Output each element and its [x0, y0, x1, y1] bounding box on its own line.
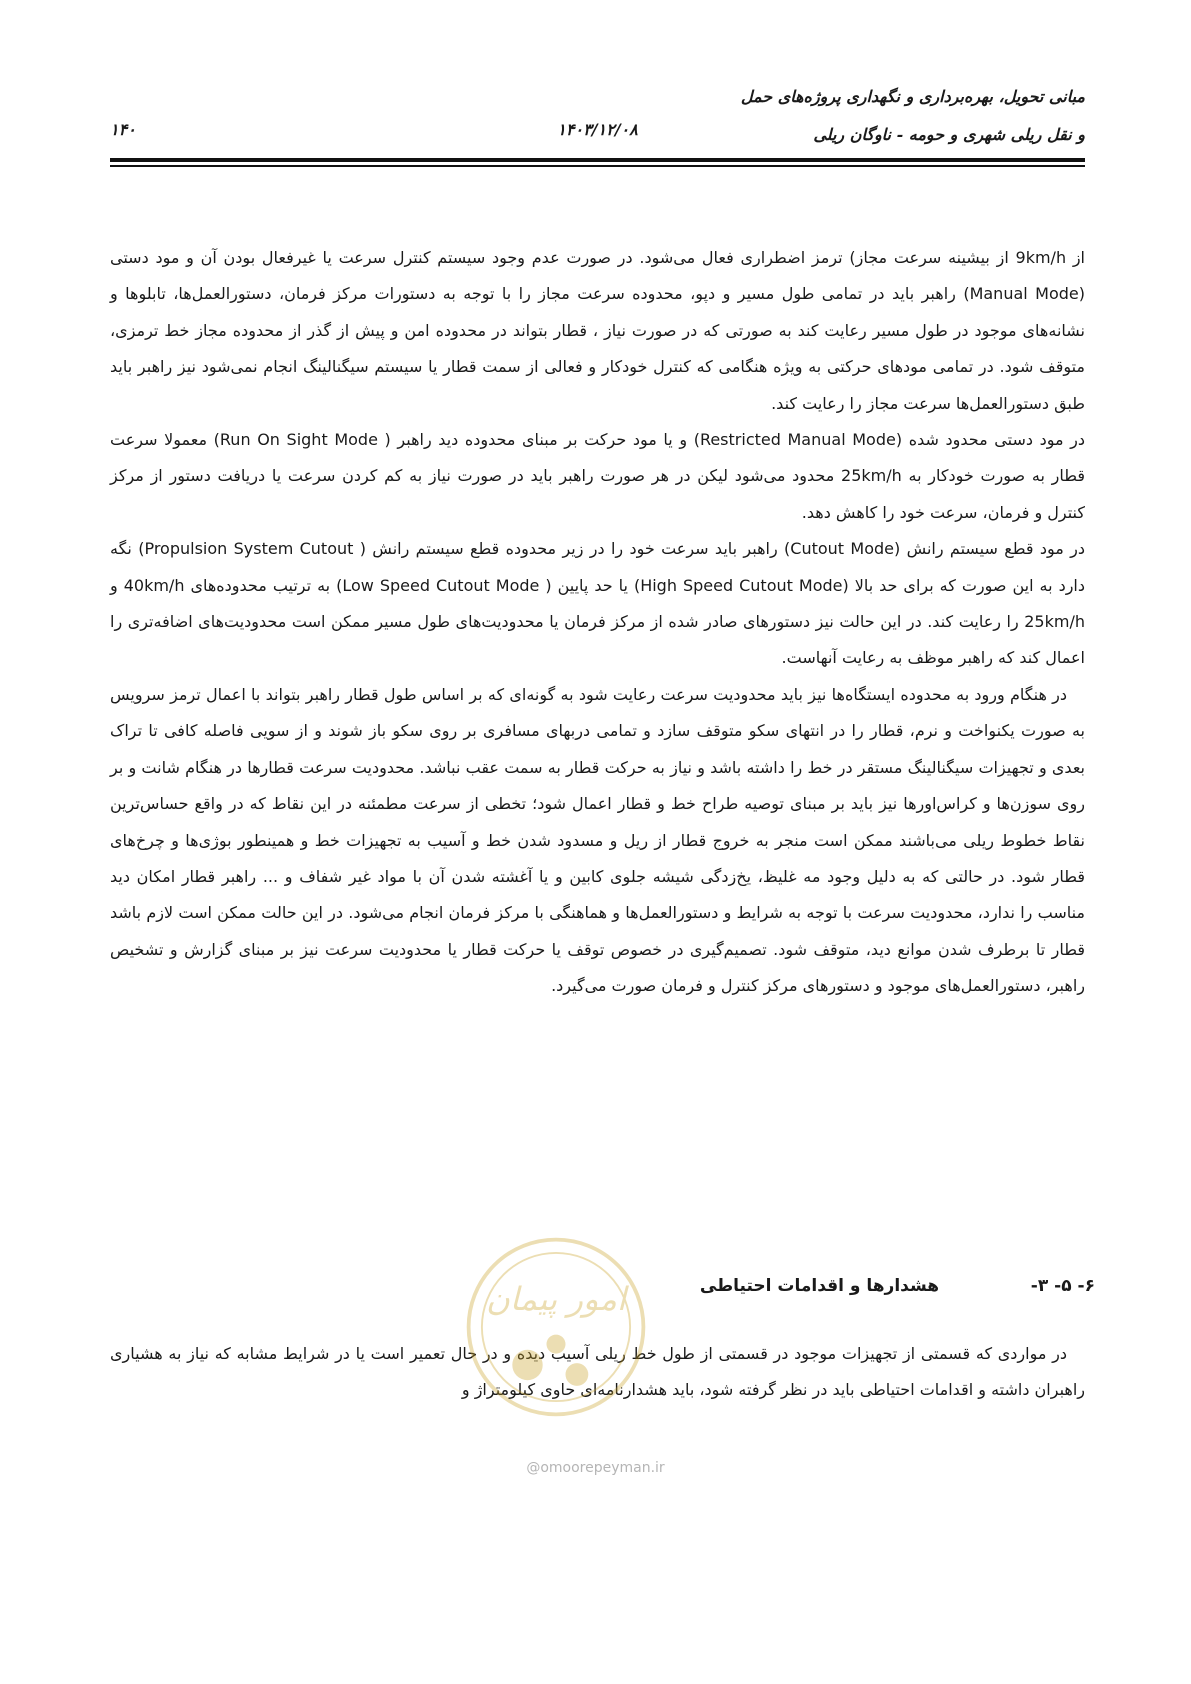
paragraph: در مود دستی محدود شده (Restricted Manual Mode) و یا مود حرکت بر مبنای محدوده دید راهبر ( Run On Sight Mode) معمولا سرعت قطار به صورت خودکار به 25km/h محدود می‌شود لیکن در هر صورت راهبر باید در صورت نیاز به کم کردن سرعت یا دریافت دستور از مرکز کنترل و فرمان، سرعت خود را کاهش دهد.: [110, 430, 1086, 522]
section-number: ۶- ۵- ۳-: [1030, 1276, 1095, 1296]
paragraph: در هنگام ورود به محدوده ایستگاه‌ها نیز باید محدودیت سرعت رعایت شود به گونه‌ای که بر اساس طول قطار راهبر بتواند با اعمال ترمز سرویس به صورت یکنواخت و نرم، قطار را در انتهای سکو متوقف سازد و تمامی دربهای مسافری بر روی سکو باز شوند و از سویی فاصله کافی تا تراک بعدی و تجهیزات سیگنالینگ مستقر در خط را داشته باشد و نیاز به حرکت قطار به سمت عقب نباشد. محدودیت سرعت قطارها در هنگام شانت و بر روی سوزن‌ها و کراس‌اورها نیز باید بر مبنای توصیه طراح خط و قطار اعمال شود؛ تخطی از سرعت مطمئنه در این نقاط که در واقع حساس‌ترین نقاط خطوط ریلی می‌باشند ممکن است منجر به خروج قطار از ریل و مسدود شدن خط و آسیب به تجهیزات خط و همینطور بوژی‌ها و چرخ‌های قطار شود. در حالتی که به دلیل وجود مه غلیظ، یخ‌زدگی شیشه جلوی کابین و یا آغشته شدن آن با مواد غیر شفاف و ... راهبر قطار امکان دید مناسب را ندارد، محدودیت سرعت با توجه به شرایط و دستورالعمل‌ها و هماهنگی با مرکز فرمان انجام می‌شود. در این حالت ممکن است لازم باشد قطار تا برطرف شدن موانع دید، متوقف شود. تصمیم‌گیری در خصوص توقف یا حرکت قطار یا محدودیت سرعت نیز بر مبنای گزارش و تشخیص راهبر، دستورالعمل‌های موجود و دستورهای مرکز کنترل و فرمان صورت می‌گیرد.: [110, 684, 1085, 996]
header-title-block: [665, 78, 1085, 154]
body-text: [110, 240, 1085, 1005]
page-number: ۱۴۰: [110, 120, 136, 139]
header-rule-thin: [110, 165, 1085, 167]
section-title: هشدارها و اقدامات احتیاطی: [699, 1276, 940, 1296]
watermark-url: @omoorepeyman.ir: [526, 1460, 665, 1476]
paragraph: در مود قطع سیستم رانش (Cutout Mode) راهبر باید سرعت خود را در زیر محدوده قطع سیستم رانش ( Propulsion System Cutout) نگه دارد به این صورت که برای حد بالا (High Speed Cutout Mode) یا حد پایین ( Low Speed Cutout Mode) به ترتیب محدوده‌های 40km/h و 25km/h را رعایت کند. در این حالت نیز دستورهای صادر شده از مرکز فرمان یا محدودیت‌های طول مسیر ممکن است محدودیت‌های اضافه‌تری را اعمال کند که راهبر موظف به رعایت آنهاست.: [110, 539, 1086, 668]
paragraph: در مواردی که قسمتی از تجهیزات موجود در قسمتی از طول خط ریلی آسیب دیده و در حال تعمیر است یا در شرایط مشابه که نیاز به هشیاری راهبران داشته و اقدامات احتیاطی باید در نظر گرفته شود، باید هشدارنامه‌ای حاوی کیلومتراژ و: [110, 1344, 1085, 1400]
section-heading: [110, 1268, 1095, 1304]
header-title-line2: و نقل ریلی شهری و حومه - ناوگان ریلی: [813, 125, 1085, 144]
header-title-line1: مبانی تحویل، بهره‌برداری و نگهداری پروژه‌های حمل: [740, 87, 1085, 106]
header-date: ۱۴۰۳/۱۲/۰۸: [557, 120, 638, 139]
section-body: [110, 1336, 1085, 1409]
header-rule-thick: [110, 158, 1085, 162]
watermark-text: امور پیمان: [486, 1279, 626, 1318]
paragraph: از 9km/h از بیشینه سرعت مجاز) ترمز اضطراری فعال می‌شود. در صورت عدم وجود سیستم کنترل سرعت یا غیرفعال بودن آن و مود دستی (Manual Mode) راهبر باید در تمامی طول مسیر و دپو، محدوده سرعت مجاز را با توجه به دستورات مرکز فرمان، دستورالعمل‌ها، تابلوها و نشانه‌های موجود در طول مسیر رعایت کند به صورتی که در صورت نیاز ، قطار بتواند در محدوده امن و پیش از گذر از محدوده مجاز خط ترمزی، متوقف شود. در تمامی مودهای حرکتی به ویژه هنگامی که کنترل خودکار و فعالی از سمت قطار یا سیستم سیگنالینگ انجام نمی‌شود نیز راهبر باید طبق دستورالعمل‌ها سرعت مجاز را رعایت کند.: [110, 248, 1085, 413]
page-header: [110, 78, 1085, 158]
